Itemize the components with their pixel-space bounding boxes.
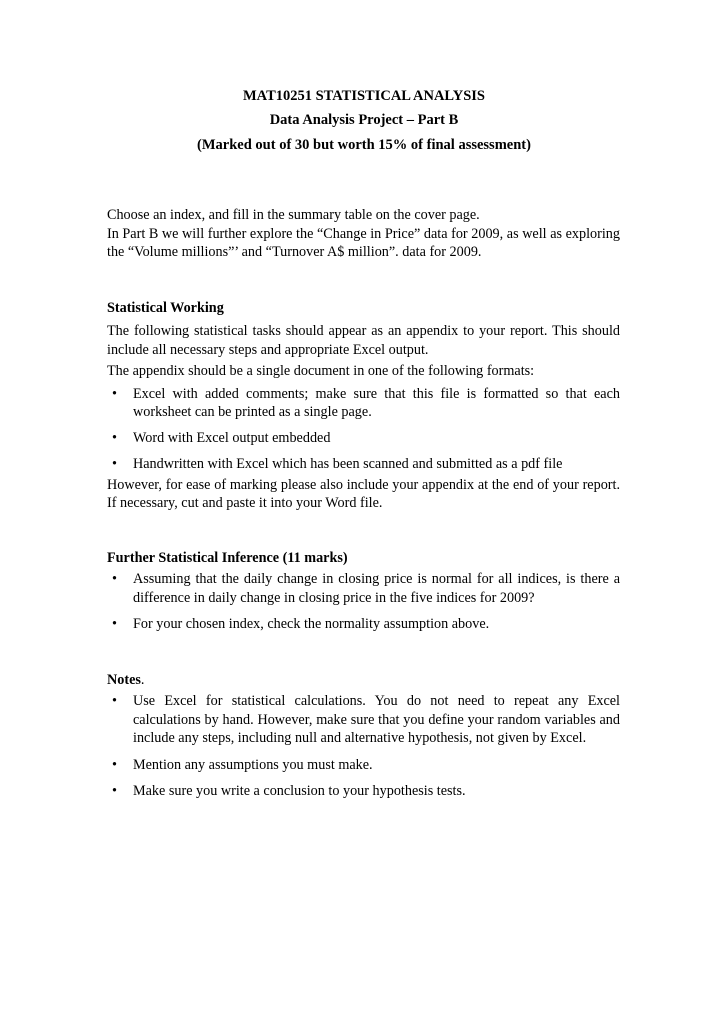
notes-heading-text: Notes	[107, 671, 141, 688]
project-title: Data Analysis Project – Part B	[269, 112, 459, 128]
list-item	[107, 615, 620, 634]
format-list	[107, 385, 620, 474]
list-item	[107, 385, 620, 422]
list-item-text: Excel with added comments; make sure that this file is formatted so that each worksheet can be printed as a single page.	[133, 385, 620, 420]
intro-paragraph-2: In Part B we will further explore the “Change in Price” data for 2009, as well as exploring the “Volume millions”’ and “Turnover A$ million”. data for 2009.	[107, 225, 620, 260]
statistical-working-paragraph-2: The appendix should be a single document in one of the following formats:	[107, 363, 535, 379]
list-item	[107, 692, 620, 748]
list-item	[107, 455, 620, 474]
bullet-icon: •	[112, 756, 117, 773]
bullet-icon: •	[112, 429, 117, 446]
marking-note: (Marked out of 30 but worth 15% of final assessment)	[197, 137, 531, 153]
statistical-working-paragraph-3: However, for ease of marking please also include your appendix at the end of your report. If necessary, cut and paste it into your Word file.	[107, 476, 620, 511]
bullet-icon: •	[112, 616, 117, 632]
list-item-text: Make sure you write a conclusion to your hypothesis tests.	[133, 783, 466, 799]
inference-list	[107, 570, 620, 634]
notes-heading	[107, 671, 620, 690]
intro-paragraph-1: Choose an index, and fill in the summary table on the cover page.	[107, 207, 480, 223]
list-item-text: For your chosen index, check the normality assumption above.	[133, 616, 490, 632]
list-item-text: Word with Excel output embedded	[133, 429, 331, 446]
statistical-working-heading: Statistical Working	[107, 299, 224, 316]
bullet-icon: •	[112, 385, 117, 402]
list-item-text: Handwritten with Excel which has been scanned and submitted as a pdf file	[133, 456, 563, 472]
document-header	[0, 84, 728, 157]
list-item	[107, 570, 620, 607]
course-title: MAT10251 STATISTICAL ANALYSIS	[242, 88, 485, 104]
bullet-icon: •	[112, 571, 117, 587]
bullet-icon: •	[112, 456, 117, 472]
list-item	[107, 756, 620, 775]
list-item-text: Use Excel for statistical calculations. You do not need to repeat any Excel calculations by hand. However, make sure that you define your random variables and include any steps, including null and alternative hypothesis, not given by Excel.	[133, 693, 620, 746]
document-body	[107, 206, 620, 801]
list-item	[107, 782, 620, 801]
statistical-working-paragraph-1: The following statistical tasks should appear as an appendix to your report. This should include all necessary steps and appropriate Excel output.	[107, 323, 620, 358]
notes-heading-period: .	[140, 671, 145, 688]
notes-list	[107, 692, 620, 801]
bullet-icon: •	[112, 693, 117, 709]
list-item-text: Assuming that the daily change in closing price is normal for all indices, is there a difference in daily change in closing price in the five indices for 2009?	[133, 571, 620, 606]
list-item-text: Mention any assumptions you must make.	[133, 756, 373, 773]
bullet-icon: •	[112, 783, 117, 799]
further-inference-heading: Further Statistical Inference (11 marks)	[107, 549, 348, 566]
list-item	[107, 429, 620, 448]
